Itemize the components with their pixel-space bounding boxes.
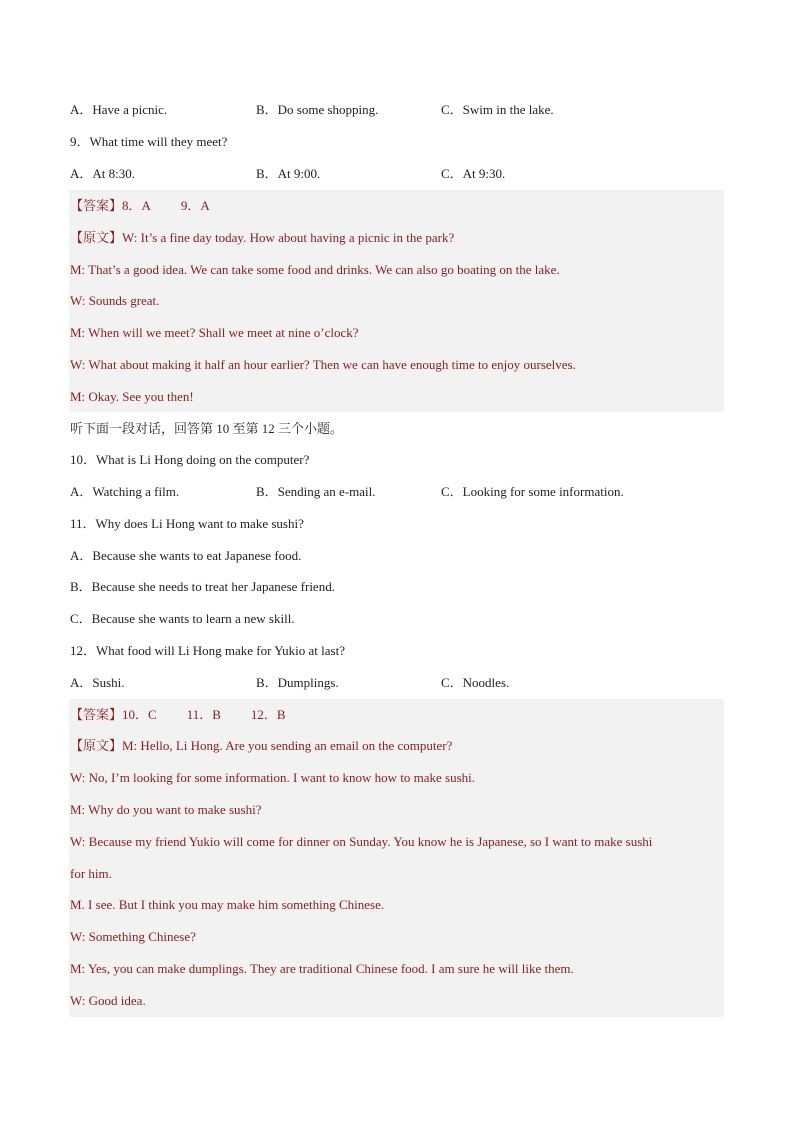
answer-item: 9．A: [180, 198, 210, 213]
transcript-line: M: Yes, you can make dumplings. They are traditional Chinese food. I am sure he will like them.: [70, 961, 574, 976]
transcript-line: M: Okay. See you then!: [70, 389, 194, 404]
answer-tag: 【答案】: [70, 707, 123, 722]
transcript-line: W: Something Chinese?: [70, 929, 196, 944]
answer-block-1-background: [69, 190, 724, 412]
q9-option-c: C．At 9:30.: [441, 166, 506, 181]
q10-option-a: A．Watching a film.: [70, 484, 180, 499]
q11-question: 11．Why does Li Hong want to make sushi?: [70, 516, 304, 531]
answer-line-2: [70, 707, 286, 723]
transcript-line: M: That’s a good idea. We can take some food and drinks. We can also go boating on the lake.: [70, 262, 560, 277]
transcript-line: W: Because my friend Yukio will come for dinner on Sunday. You know he is Japanese, so I want to make sushi: [70, 834, 653, 849]
q11-option-c: C．Because she wants to learn a new skill.: [70, 611, 295, 626]
answer-item: 12．B: [250, 707, 286, 722]
answer-item: 10．C: [122, 707, 157, 722]
transcript-line: [70, 230, 454, 246]
transcript-text: W: It’s a fine day today. How about having a picnic in the park?: [122, 230, 455, 245]
q10-option-c: C．Looking for some information.: [441, 484, 624, 499]
q9-question: 9．What time will they meet?: [70, 134, 228, 149]
q12-question: 12．What food will Li Hong make for Yukio at last?: [70, 643, 345, 658]
transcript-line: W: Good idea.: [70, 993, 146, 1008]
transcript-line: W: Sounds great.: [70, 293, 160, 308]
transcript-tag: 【原文】: [70, 230, 123, 245]
q8-option-a: A．Have a picnic.: [70, 102, 168, 117]
transcript-line: M: Why do you want to make sushi?: [70, 802, 262, 817]
transcript-text: M: Hello, Li Hong. Are you sending an email on the computer?: [122, 738, 453, 753]
q11-option-b: B．Because she needs to treat her Japanese friend.: [70, 579, 335, 594]
answer-tag: 【答案】: [70, 198, 123, 213]
q9-option-b: B．At 9:00.: [256, 166, 321, 181]
q10-question: 10．What is Li Hong doing on the computer?: [70, 452, 310, 467]
transcript-line: W: What about making it half an hour earlier? Then we can have enough time to enjoy ourselves.: [70, 357, 576, 372]
q9-option-a: A．At 8:30.: [70, 166, 136, 181]
transcript-line: W: No, I’m looking for some information. I want to know how to make sushi.: [70, 770, 475, 785]
transcript-line: M. I see. But I think you may make him something Chinese.: [70, 897, 385, 912]
q11-option-a: A．Because she wants to eat Japanese food.: [70, 548, 302, 563]
transcript-tag: 【原文】: [70, 738, 123, 753]
q12-option-c: C．Noodles.: [441, 675, 510, 690]
transcript-line: M: When will we meet? Shall we meet at nine o’clock?: [70, 325, 359, 340]
section-heading: 听下面一段对话，回答第 10 至第 12 三个小题。: [70, 421, 344, 436]
q12-option-b: B．Dumplings.: [256, 675, 339, 690]
transcript-line: for him.: [70, 866, 112, 881]
q10-option-b: B．Sending an e-mail.: [256, 484, 376, 499]
answer-line-1: [70, 198, 210, 214]
q8-option-c: C．Swim in the lake.: [441, 102, 554, 117]
transcript-line: [70, 738, 452, 754]
answer-item: 8．A: [122, 198, 151, 213]
q8-option-b: B．Do some shopping.: [256, 102, 379, 117]
answer-item: 11．B: [186, 707, 221, 722]
q12-option-a: A．Sushi.: [70, 675, 125, 690]
